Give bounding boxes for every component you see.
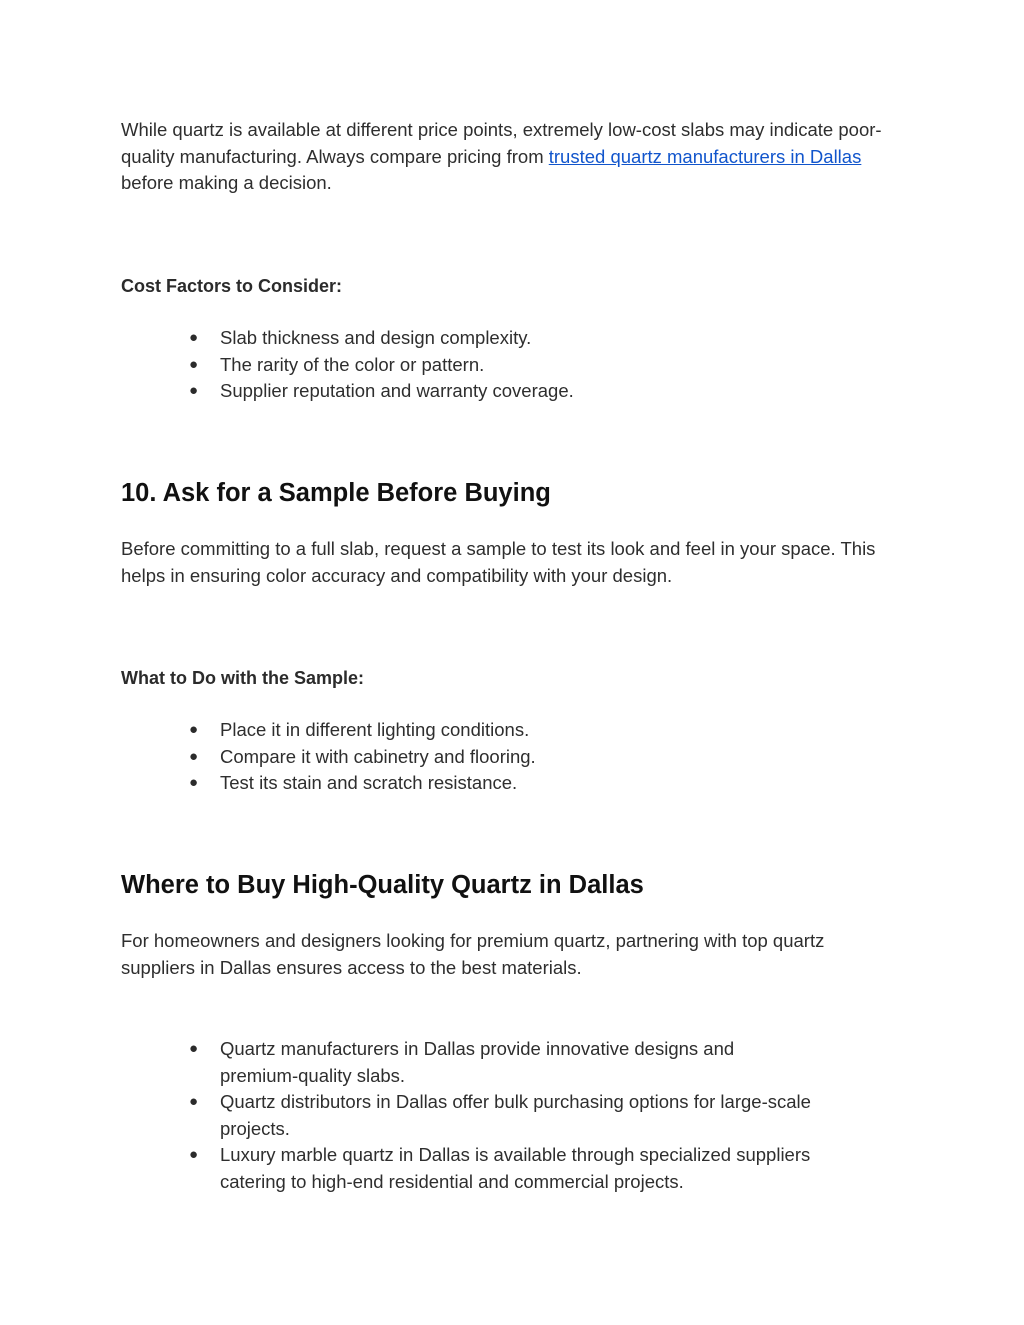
list-item [121, 378, 901, 405]
bullet-icon: ● [189, 747, 199, 765]
bullet-icon: ● [189, 355, 199, 373]
list-item-text: Luxury marble quartz in Dallas is available through specialized suppliers catering to high-end residential and commercial projects. [220, 1144, 811, 1192]
list-item-text: Slab thickness and design complexity. [220, 327, 532, 348]
sample-list [121, 717, 901, 797]
list-item-text: Compare it with cabinetry and flooring. [220, 745, 536, 767]
bullet-icon: ● [189, 382, 199, 399]
list-item-text: Place it in different lighting conditions. [220, 719, 530, 740]
section10-heading: 10. Ask for a Sample Before Buying [121, 479, 551, 507]
list-item [121, 717, 901, 744]
where-to-buy-paragraph: For homeowners and designers looking for premium quartz, partnering with top quartz suppliers in Dallas ensures access to the best materials. [121, 930, 825, 978]
list-item-text: Quartz distributors in Dallas offer bulk purchasing options for large-scale projects. [220, 1091, 811, 1139]
cost-factors-heading: Cost Factors to Consider: [121, 276, 343, 296]
bullet-icon: ● [189, 1040, 199, 1057]
bullet-icon: ● [189, 329, 199, 346]
cost-factors-list [121, 325, 901, 405]
trusted-manufacturers-link[interactable]: trusted quartz manufacturers in Dallas [548, 145, 862, 167]
intro-text-after: before making a decision. [121, 172, 332, 193]
section10-paragraph: Before committing to a full slab, request a sample to test its look and feel in your space. This helps in ensuring color accuracy and compatibility with your design. [121, 538, 876, 586]
where-to-buy-heading: Where to Buy High-Quality Quartz in Dallas [121, 871, 644, 899]
list-item [121, 744, 901, 771]
list-item-text: Supplier reputation and warranty coverage. [220, 380, 574, 401]
list-item [121, 1036, 901, 1089]
list-item [121, 1142, 901, 1195]
bullet-icon: ● [189, 721, 199, 738]
list-item-text: The rarity of the color or pattern. [220, 353, 485, 375]
list-item-text: Test its stain and scratch resistance. [220, 772, 518, 793]
list-item [121, 352, 901, 379]
intro-paragraph [121, 117, 901, 197]
bullet-icon: ● [189, 774, 199, 791]
sample-heading: What to Do with the Sample: [121, 668, 364, 688]
list-item [121, 770, 901, 797]
where-to-buy-list [121, 1036, 901, 1195]
bullet-icon: ● [189, 1093, 199, 1110]
intro-text-before: While quartz is available at different price points, extremely low-cost slabs may indicate poor-quality manufacturing. Always compare pricing from [121, 119, 882, 167]
list-item [121, 325, 901, 352]
list-item-text: Quartz manufacturers in Dallas provide innovative designs and premium-quality slabs. [220, 1038, 735, 1086]
list-item [121, 1089, 901, 1142]
bullet-icon: ● [189, 1146, 199, 1163]
